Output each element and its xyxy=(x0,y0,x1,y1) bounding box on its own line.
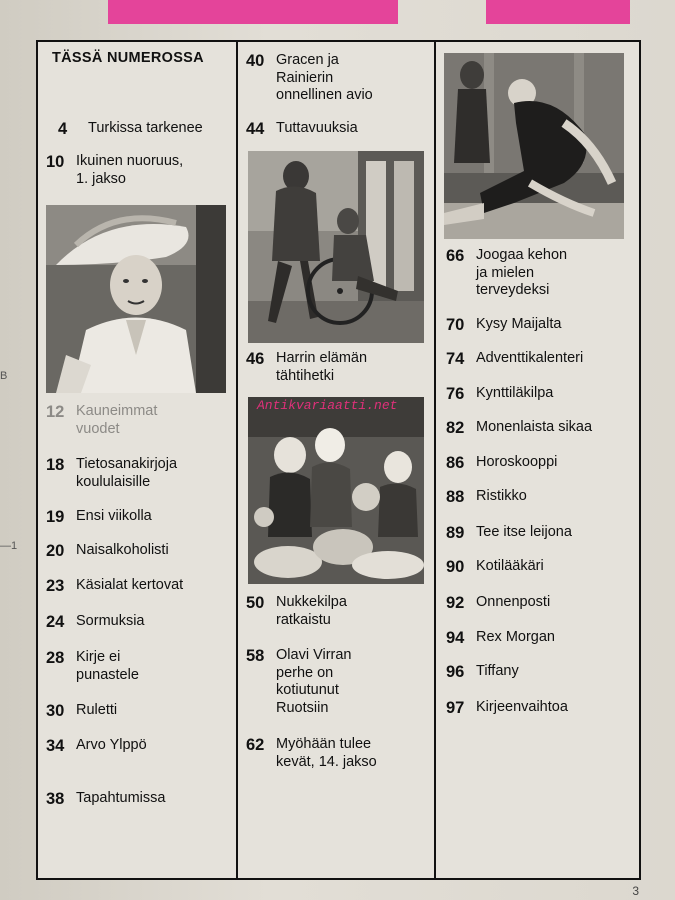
page-number: 62 xyxy=(246,736,265,754)
watermark: Antikvariaatti.net xyxy=(257,398,398,413)
article-title: Olavi Virran perhe on kotiutunut Ruotsiin xyxy=(276,647,352,716)
article-title: Ensi viikolla xyxy=(76,508,152,524)
article-title: Horoskooppi xyxy=(476,454,558,470)
toc-entry[interactable] xyxy=(46,542,169,560)
page-number: 96 xyxy=(446,663,465,681)
article-title: Joogaa kehon ja mielen terveydeksi xyxy=(476,247,568,298)
toc-entry[interactable] xyxy=(46,403,157,438)
page-number: 66 xyxy=(446,247,465,265)
toc-entry[interactable] xyxy=(446,247,567,300)
article-title: Myöhään tulee kevät, 14. jakso xyxy=(276,736,377,770)
toc-entry[interactable] xyxy=(446,350,583,368)
toc-entry[interactable] xyxy=(58,120,203,138)
toc-entry[interactable] xyxy=(446,385,553,403)
toc-entry[interactable] xyxy=(446,316,561,334)
article-title: Ristikko xyxy=(476,488,527,504)
page-number: 38 xyxy=(46,790,65,808)
toc-entry[interactable] xyxy=(446,558,544,576)
toc-entry[interactable] xyxy=(246,594,347,629)
page-number: 12 xyxy=(46,403,65,421)
article-title: Rex Morgan xyxy=(476,629,555,645)
article-title: Kirje ei punastele xyxy=(76,649,139,683)
toc-entry[interactable] xyxy=(246,736,377,771)
page-number: 34 xyxy=(46,737,65,755)
page-number: 44 xyxy=(246,120,265,138)
page-number: 88 xyxy=(446,488,465,506)
toc-entry[interactable] xyxy=(46,456,177,491)
article-title: Monenlaista sikaa xyxy=(476,419,593,435)
article-title: Kotilääkäri xyxy=(476,558,544,574)
article-title: Sormuksia xyxy=(76,613,145,629)
toc-entry[interactable] xyxy=(46,649,139,684)
page-number: 19 xyxy=(46,508,65,526)
toc-entry[interactable] xyxy=(446,524,572,542)
toc-entry[interactable] xyxy=(446,699,568,717)
photo-children-dolls[interactable] xyxy=(248,397,424,584)
toc-entry[interactable] xyxy=(446,594,550,612)
page-number: 50 xyxy=(246,594,265,612)
article-title: Tiffany xyxy=(476,663,519,679)
page-number: 58 xyxy=(246,647,265,665)
article-title: Kirjeenvaihtoa xyxy=(476,699,568,715)
page-number: 82 xyxy=(446,419,465,437)
article-title: Tuttavuuksia xyxy=(276,120,358,136)
toc-entry[interactable] xyxy=(246,647,351,717)
page-number: 24 xyxy=(46,613,65,631)
page-number: 92 xyxy=(446,594,465,612)
margin-mark-b: B xyxy=(0,370,8,382)
column-divider-2 xyxy=(434,40,436,880)
margin-mark-dash: —1 xyxy=(0,540,18,552)
photo-yoga[interactable] xyxy=(444,53,624,239)
page-number: 86 xyxy=(446,454,465,472)
article-title: Onnenposti xyxy=(476,594,551,610)
toc-entry[interactable] xyxy=(46,153,183,188)
toc-entry[interactable] xyxy=(446,629,555,647)
toc-entry[interactable] xyxy=(46,577,183,595)
toc-entry[interactable] xyxy=(246,350,367,385)
toc-entry[interactable] xyxy=(446,454,557,472)
toc-entry[interactable] xyxy=(446,663,519,681)
toc-entry[interactable] xyxy=(46,508,152,526)
toc-entry[interactable] xyxy=(246,52,373,105)
column-divider-1 xyxy=(236,40,238,880)
article-title: Turkissa tarkenee xyxy=(88,120,203,136)
photo-actress-hat[interactable] xyxy=(46,205,226,393)
article-title: Naisalkoholisti xyxy=(76,542,169,558)
toc-entry[interactable] xyxy=(46,613,145,631)
article-title: Käsialat kertovat xyxy=(76,577,184,593)
page-number: 18 xyxy=(46,456,65,474)
article-title: Adventtikalenteri xyxy=(476,350,584,366)
pink-header-bar-right xyxy=(486,0,630,24)
article-title: Kynttiläkilpa xyxy=(476,385,554,401)
photo-wheelchair[interactable] xyxy=(248,151,424,343)
page-number: 97 xyxy=(446,699,465,717)
article-title: Kysy Maijalta xyxy=(476,316,562,332)
contents-title: TÄSSÄ NUMEROSSA xyxy=(52,50,204,66)
page-number: 4 xyxy=(58,120,68,138)
page-number-footer: 3 xyxy=(632,884,639,898)
page-number: 70 xyxy=(446,316,465,334)
page-number: 20 xyxy=(46,542,65,560)
article-title: Gracen ja Rainierin onnellinen avio xyxy=(276,52,373,103)
toc-entry[interactable] xyxy=(246,120,358,138)
article-title: Tee itse leijona xyxy=(476,524,572,540)
page-number: 74 xyxy=(446,350,465,368)
page-number: 46 xyxy=(246,350,265,368)
page-number: 89 xyxy=(446,524,465,542)
article-title: Tietosanakirjoja koululaisille xyxy=(76,456,178,490)
article-title: Ikuinen nuoruus, 1. jakso xyxy=(76,153,184,187)
article-title: Tapahtumissa xyxy=(76,790,166,806)
toc-entry[interactable] xyxy=(46,702,117,720)
page-number: 40 xyxy=(246,52,265,70)
toc-entry[interactable] xyxy=(446,488,527,506)
pink-header-bar-left xyxy=(108,0,398,24)
toc-entry[interactable] xyxy=(446,419,592,437)
article-title: Arvo Ylppö xyxy=(76,737,147,753)
page-number: 23 xyxy=(46,577,65,595)
page-number: 90 xyxy=(446,558,465,576)
article-title: Kauneimmat vuodet xyxy=(76,403,158,437)
article-title: Ruletti xyxy=(76,702,118,718)
page-number: 10 xyxy=(46,153,65,171)
page-number: 94 xyxy=(446,629,465,647)
article-title: Nukkekilpa ratkaistu xyxy=(276,594,347,628)
page-number: 28 xyxy=(46,649,65,667)
article-title: Harrin elämän tähtihetki xyxy=(276,350,368,384)
toc-entry[interactable] xyxy=(46,737,147,755)
page-number: 76 xyxy=(446,385,465,403)
page-number: 30 xyxy=(46,702,65,720)
toc-entry[interactable] xyxy=(46,790,165,808)
